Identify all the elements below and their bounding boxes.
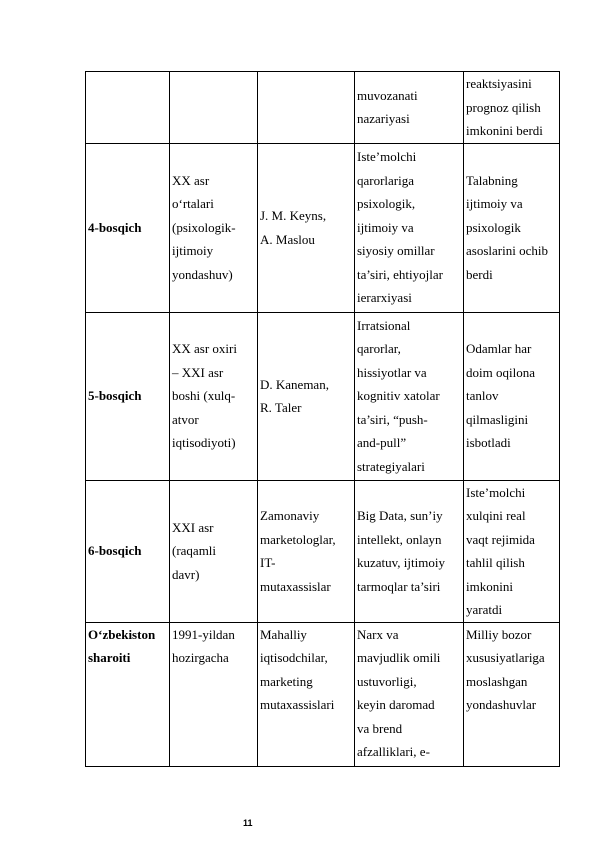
result-cell: Odamlar har doim oqilona tanlov qilmasligini isbotladi xyxy=(464,312,560,480)
stage-cell: O‘zbekiston sharoiti xyxy=(86,622,170,766)
table-row xyxy=(86,143,560,312)
result-cell: Milliy bozor xususiyatlariga moslashgan yondashuvlar xyxy=(464,622,560,766)
result-cell: Iste’molchi xulqini real vaqt rejimida tahlil qilish imkonini yaratdi xyxy=(464,480,560,622)
ideas-cell: muvozanati nazariyasi xyxy=(355,72,464,144)
ideas-cell: Irratsional qarorlar, hissiyotlar va kognitiv xatolar ta’siri, “push- and-pull” strategiyalari xyxy=(355,312,464,480)
ideas-cell: Iste’molchi qarorlariga psixologik, ijtimoiy va siyosiy omillar ta’siri, ehtiyojlar ierarxiyasi xyxy=(355,143,464,312)
stage-cell: 6-bosqich xyxy=(86,480,170,622)
table-row xyxy=(86,312,560,480)
table-row xyxy=(86,72,560,144)
period-cell: XX asr o‘rtalari (psixologik- ijtimoiy yondashuv) xyxy=(170,143,258,312)
ideas-cell: Narx va mavjudlik omili ustuvorligi, keyin daromad va brend afzalliklari, e- xyxy=(355,622,464,766)
table-row xyxy=(86,622,560,766)
result-cell: reaktsiyasini prognoz qilish imkonini berdi xyxy=(464,72,560,144)
stage-cell: 4-bosqich xyxy=(86,143,170,312)
period-cell xyxy=(170,72,258,144)
table-row xyxy=(86,480,560,622)
period-cell: 1991-yildan hozirgacha xyxy=(170,622,258,766)
period-cell: XX asr oxiri – XXI asr boshi (xulq- atvor iqtisodiyoti) xyxy=(170,312,258,480)
authors-cell xyxy=(258,72,355,144)
stage-cell: 5-bosqich xyxy=(86,312,170,480)
authors-cell: D. Kaneman, R. Taler xyxy=(258,312,355,480)
page-number: 11 xyxy=(243,818,253,828)
history-stages-table xyxy=(85,71,560,767)
ideas-cell: Big Data, sun’iy intellekt, onlayn kuzatuv, ijtimoiy tarmoqlar ta’siri xyxy=(355,480,464,622)
period-cell: XXI asr (raqamli davr) xyxy=(170,480,258,622)
authors-cell: Mahalliy iqtisodchilar, marketing mutaxassislari xyxy=(258,622,355,766)
authors-cell: J. M. Keyns, A. Maslou xyxy=(258,143,355,312)
stage-cell xyxy=(86,72,170,144)
authors-cell: Zamonaviy marketologlar, IT- mutaxassislar xyxy=(258,480,355,622)
result-cell: Talabning ijtimoiy va psixologik asoslarini ochib berdi xyxy=(464,143,560,312)
